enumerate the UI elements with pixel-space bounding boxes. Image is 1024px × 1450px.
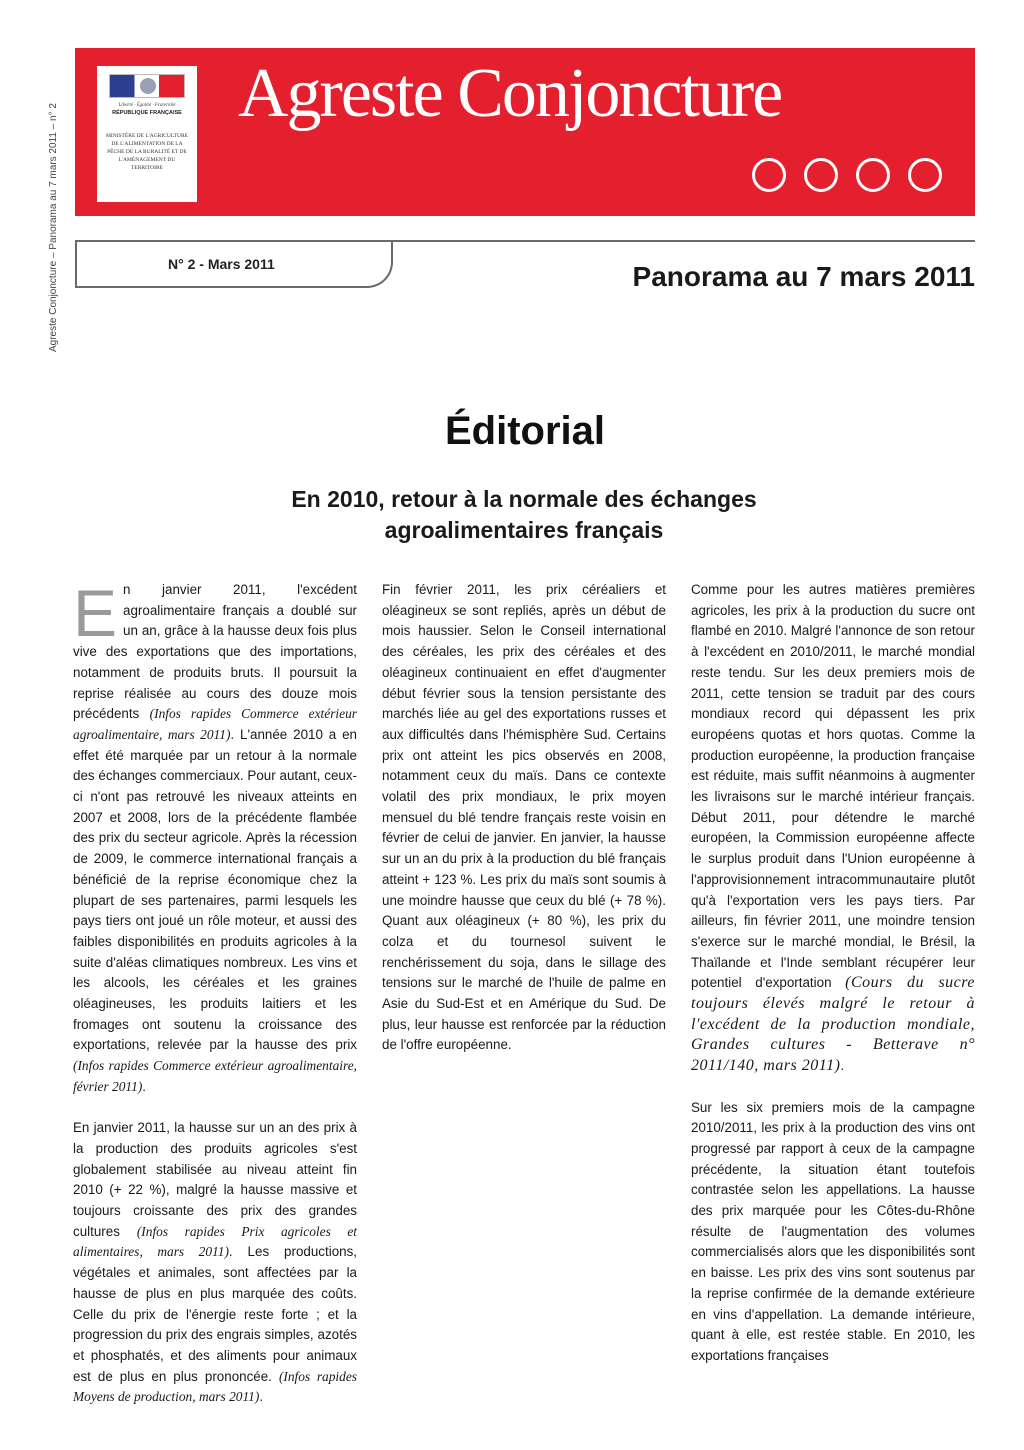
ministry-logo bbox=[97, 66, 197, 202]
issue-label: N° 2 - Mars 2011 bbox=[168, 256, 275, 272]
reference: (Infos rapides Prix agricoles et alimentaires, mars 2011) bbox=[73, 1223, 358, 1260]
headline-line-1: En 2010, retour à la normale des échanges bbox=[291, 486, 757, 512]
paragraph: En janvier 2011, la hausse sur un an des prix à la production des produits agricoles s'est globalement stabilisée au niveau atteint fin 2010 (+ 22 %), malgré la hausse massive et toujours croissante des prix des grandes cultures (Infos rapides Prix agricoles et alimentaires, mars 2011). Les productions, végétales et animales, sont affectées par la hausse de plus en plus marquée des coûts. Celle du prix de l'énergie reste forte ; et la progression du prix des engrais simples, azotés et phosphatés, et des aliments pour animaux est de plus en plus prononcée. (Infos rapides Moyens de production, mars 2011). bbox=[73, 1120, 358, 1405]
reference: (Infos rapides Commerce extérieur agroalimentaire, mars 2011) bbox=[73, 706, 357, 742]
column-3 bbox=[691, 580, 975, 1387]
paragraph: En janvier 2011, l'excédent agroalimentaire français a doublé sur un an, grâce à la hausse deux fois plus vive des exportations que des importations, notamment de produits bruts. Il poursuit la reprise réalisée au cours des douze mois précédents (Infos rapides Commerce extérieur agroalimentaire, mars 2011). L'année 2010 a en effet été marquée par un retour à la normale des échanges commerciaux. Pour autant, ceux-ci n'ont pas retrouvé les niveaux atteints en 2007 et 2008, lors de la précédente flambée des prix du secteur agricole. Après la récession de 2009, le commerce international français a bénéficié de la reprise économique chez la plupart de ses partenaires, parmi lesquels les pays tiers ont joué un rôle moteur, et aussi des faibles disponibilités en produits agricoles à la suite d'aléas climatiques nombreux. Les vins et les alcools, les céréales et les graines oléagineuses, les produits laitiers et les fromages ont soutenu la croissance des exportations, relevée par la hausse des prix (Infos rapides Commerce extérieur agroalimentaire, février 2011). bbox=[73, 576, 357, 1094]
decorative-circles bbox=[752, 158, 942, 196]
masthead-title: Agreste Conjoncture bbox=[238, 55, 782, 132]
logo-republic: RÉPUBLIQUE FRANÇAISE bbox=[112, 110, 182, 116]
paragraph: Comme pour les autres matières premières agricoles, les prix à la production du sucre ont flambé en 2010. Malgré l'annonce de son retour à l'excédent en 2010/2011, le marché mondial reste tendu. Sur les deux premiers mois de 2011, cette tension se traduit par des cours mondiaux record qui dépassent les prix européens quotas et hors quotas. Comme la production européenne, la production française est réduite, mais suffit néanmoins à augmenter les livraisons sur le marché intérieur français. Début 2011, pour détendre le marché européen, la Commission européenne affecte le surplus produit dans l'Union européenne à l'approvisionnement intracommunautaire plutôt qu'à l'exportation vers les pays tiers. Par ailleurs, fin février 2011, une moindre tension s'exerce sur le marché mondial, le Brésil, la Thaïlande et l'Inde semblant récupérer leur potentiel d'exportation (Cours du sucre toujours élevés malgré le retour à l'excédent de la production mondiale, Grandes cultures - Betterave n° 2011/140, mars 2011). bbox=[691, 582, 975, 1075]
circle-icon bbox=[856, 158, 890, 192]
headline bbox=[160, 484, 888, 546]
column-2 bbox=[382, 580, 666, 1077]
paragraph: Sur les six premiers mois de la campagne 2010/2011, les prix à la production des vins ont progressé par rapport à ceux de la campagne précédente, la situation étant toutefois contrastée selon les appellations. La hausse des prix marquée pour les Côtes-du-Rhône résulte de l'augmentation des volumes commercialisés alors que les disponibilités sont en baisse. Les prix des vins sont soutenus par la reprise confirmée de la demande extérieure en vins d'appellation. La demande intérieure, quant à elle, est restée stable. En 2010, les exportations françaises bbox=[691, 1099, 975, 1363]
reference: (Cours du sucre toujours élevés malgré le retour à l'excédent de la production mondiale, Grandes cultures - Betterave n° 2011/140, mars 2011) bbox=[691, 974, 975, 1075]
circle-icon bbox=[804, 158, 838, 192]
headline-line-2: agroalimentaires français bbox=[384, 517, 664, 543]
marianne-icon bbox=[109, 74, 185, 98]
section-title: Éditorial bbox=[444, 409, 606, 453]
paragraph: Fin février 2011, les prix céréaliers et oléagineux se sont repliés, après un début de mois haussier. Selon le Conseil international des céréales, les prix des céréales et des oléagineux continuaient en effet d'augmenter début février sous la tension persistante des marchés liée au gel des exportations russes et aux difficultés dans l'hémisphère Sud. Certains prix ont atteint les pics observés en 2008, notamment ceux du maïs. Dans ce contexte volatil des prix mondiaux, le prix moyen mensuel du blé tendre français reste voisin en février de celui de janvier. En janvier, la hausse sur un an du prix à la production du blé français atteint + 123 %. Les prix du maïs sont soumis à une moindre hausse que ceux du blé (+ 78 %). Quant aux oléagineux (+ 80 %), les prix du colza et du tournesol suivent le renchérissement du soja, dans le sillage des tensions sur le marché de l'huile de palme en Asie du Sud-Est et en Amérique du Sud. De plus, leur hausse est renforcée par la réduction de l'offre européenne. bbox=[382, 582, 666, 1053]
column-1 bbox=[73, 576, 358, 1429]
circle-icon bbox=[752, 158, 786, 192]
reference: (Infos rapides Moyens de production, mars 2011) bbox=[73, 1368, 358, 1405]
panorama-title: Panorama au 7 mars 2011 bbox=[632, 261, 975, 292]
reference: (Infos rapides Commerce extérieur agroalimentaire, février 2011) bbox=[73, 1058, 357, 1094]
circle-icon bbox=[908, 158, 942, 192]
side-running-title: Agreste Conjoncture – Panorama au 7 mars 2011 – n° 2 bbox=[48, 103, 59, 352]
logo-motto: Liberté · Égalité · Fraternité bbox=[118, 103, 176, 108]
logo-ministry: MINISTÈRE DE L'AGRICULTURE DE L'ALIMENTATION DE LA PÊCHE DE LA RURALITÉ ET DE L'AMÉNAGEMENT DU TERRITOIRE bbox=[105, 133, 189, 171]
drop-cap: E bbox=[73, 576, 118, 650]
